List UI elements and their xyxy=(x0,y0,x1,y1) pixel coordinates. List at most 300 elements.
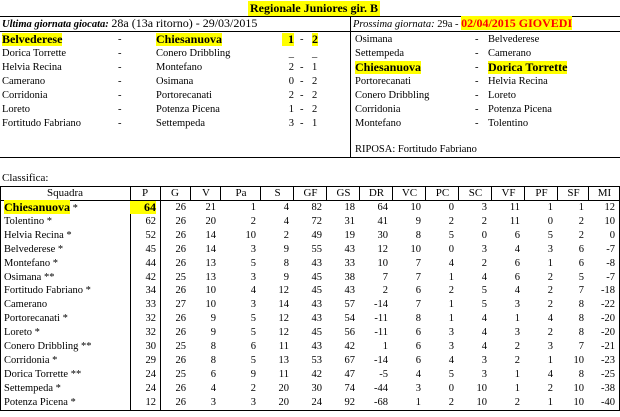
team-name: Loreto * xyxy=(4,327,40,339)
table-cell: 2 xyxy=(547,299,553,311)
table-cell: 3 xyxy=(481,354,487,366)
table-cell: 2 xyxy=(578,229,584,241)
table-cell: 3 xyxy=(415,382,421,394)
table-cell: 5 xyxy=(481,299,487,311)
table-cell: 8 xyxy=(578,327,584,339)
table-cell: 6 xyxy=(415,285,421,297)
table-cell: 42 xyxy=(311,368,322,380)
away-team: Tolentino xyxy=(488,118,529,129)
table-cell: 8 xyxy=(283,257,289,269)
table-cell: 3 xyxy=(481,202,487,213)
standings-label: Classifica: xyxy=(2,172,49,184)
team-name: Dorica Torrette ** xyxy=(4,368,82,380)
home-score: 1 xyxy=(288,104,294,115)
table-cell: 10 xyxy=(245,229,256,241)
next-round-info: 29a - xyxy=(437,19,459,30)
table-cell: 26 xyxy=(175,229,186,241)
table-cell: 38 xyxy=(344,271,355,283)
table-cell: 24 xyxy=(311,396,322,408)
table-cell: 6 xyxy=(415,341,421,352)
table-cell: 72 xyxy=(311,215,322,227)
table-cell: 1 xyxy=(448,313,454,325)
match-row xyxy=(350,103,620,116)
table-cell: 10 xyxy=(476,396,487,408)
table-cell: 45 xyxy=(311,327,322,339)
match-row xyxy=(0,75,350,88)
table-cell: 4 xyxy=(415,368,421,380)
table-cell: 2 xyxy=(382,285,388,297)
dash: - xyxy=(118,104,122,115)
table-cell: 11 xyxy=(509,215,520,227)
col-header: G xyxy=(171,187,179,199)
table-cell: 4 xyxy=(250,285,256,297)
table-cell: 7 xyxy=(578,341,584,352)
table-cell: 0 xyxy=(609,229,615,241)
col-header: MI xyxy=(588,186,620,200)
table-cell: -11 xyxy=(374,313,388,325)
table-cell: 2 xyxy=(250,215,256,227)
table-row xyxy=(0,298,620,311)
away-score: 2 xyxy=(312,32,318,46)
table-cell: 49 xyxy=(311,229,322,241)
away-score: _ xyxy=(312,48,318,59)
match-row xyxy=(0,117,350,130)
table-cell: 4 xyxy=(481,271,487,283)
table-cell: 25 xyxy=(175,341,186,352)
home-team: Helvia Recina xyxy=(2,62,62,73)
table-row xyxy=(0,243,620,256)
table-cell: 5 xyxy=(481,285,487,297)
home-score: _ xyxy=(288,48,294,59)
table-cell: 25 xyxy=(175,368,186,380)
table-cell: 8 xyxy=(578,368,584,380)
last-round-info: 28a (13a ritorno) - 29/03/2015 xyxy=(111,16,258,30)
col-header: PF xyxy=(524,186,558,200)
table-cell: -21 xyxy=(601,341,615,352)
table-cell: 5 xyxy=(250,354,256,366)
table-cell: 0 xyxy=(448,202,454,213)
team-name: Chiesanuova * xyxy=(4,200,78,214)
table-cell: 5 xyxy=(448,368,454,380)
table-cell: 4 xyxy=(481,327,487,339)
table-cell: 4 xyxy=(448,354,454,366)
table-cell: 26 xyxy=(175,382,186,394)
table-cell: 3 xyxy=(514,327,520,339)
col-header: GF xyxy=(293,186,327,200)
table-cell: 53 xyxy=(311,354,322,366)
match-row xyxy=(0,61,350,74)
table-cell: 7 xyxy=(415,299,421,311)
table-cell: 10 xyxy=(410,243,421,255)
table-cell: 82 xyxy=(311,202,322,213)
table-cell: -40 xyxy=(601,396,615,408)
col-header: Pa xyxy=(220,186,261,200)
table-cell: 6 xyxy=(415,354,421,366)
table-cell: 9 xyxy=(210,313,216,325)
match-row xyxy=(0,89,350,102)
team-name: Portorecanati * xyxy=(4,313,68,325)
table-cell: -11 xyxy=(374,327,388,339)
away-team: Potenza Picena xyxy=(488,104,552,115)
team-name: Fortitudo Fabriano * xyxy=(4,285,91,297)
table-row xyxy=(0,201,620,214)
col-header: P xyxy=(141,187,149,199)
table-cell: 5 xyxy=(250,313,256,325)
dash: - xyxy=(118,48,122,59)
table-cell: 26 xyxy=(175,396,186,408)
match-row xyxy=(350,117,620,130)
team-name: Tolentino * xyxy=(4,215,52,227)
match-row xyxy=(350,33,620,46)
table-row xyxy=(0,271,620,284)
table-row xyxy=(0,229,620,242)
table-cell: 1 xyxy=(514,382,520,394)
table-cell: 6 xyxy=(250,341,256,352)
match-row xyxy=(350,61,620,74)
home-team: Conero Dribbling xyxy=(355,90,430,101)
home-team: Belvederese xyxy=(2,32,63,46)
table-cell: 3 xyxy=(514,299,520,311)
dash: - xyxy=(475,34,479,45)
table-cell: 2 xyxy=(481,215,487,227)
dash: - xyxy=(300,34,304,45)
col-header: VF xyxy=(491,186,525,200)
divider xyxy=(0,31,620,32)
table-cell: 12 xyxy=(604,202,615,213)
table-cell: 12 xyxy=(278,327,289,339)
home-team: Fortitudo Fabriano xyxy=(2,118,82,129)
match-row xyxy=(0,33,350,46)
table-cell: 42 xyxy=(344,341,355,352)
table-cell: 33 xyxy=(145,299,156,311)
col-header: SF xyxy=(557,186,589,200)
table-cell: 55 xyxy=(311,243,322,255)
dash: - xyxy=(475,48,479,59)
table-cell: 0 xyxy=(547,215,553,227)
table-cell: 1 xyxy=(547,354,553,366)
table-cell: 1 xyxy=(514,368,520,380)
table-row xyxy=(0,312,620,325)
table-cell: 0 xyxy=(481,229,487,241)
table-cell: 4 xyxy=(283,202,289,213)
table-cell: 8 xyxy=(210,341,216,352)
table-cell: 1 xyxy=(547,202,553,213)
table-cell: 10 xyxy=(410,202,421,213)
table-cell: 5 xyxy=(578,271,584,283)
next-round-date: 02/04/2015 GIOVEDI xyxy=(461,16,573,30)
table-cell: 52 xyxy=(145,229,156,241)
match-row xyxy=(0,47,350,60)
page-title: Regionale Juniores gir. B xyxy=(250,1,379,15)
table-cell: 3 xyxy=(210,396,216,408)
table-cell: 6 xyxy=(578,257,584,269)
table-cell: 1 xyxy=(448,299,454,311)
table-cell: 2 xyxy=(481,257,487,269)
table-cell: 8 xyxy=(578,299,584,311)
table-cell: 10 xyxy=(573,382,584,394)
table-cell: 12 xyxy=(145,396,156,408)
table-cell: 24 xyxy=(145,368,156,380)
table-cell: 43 xyxy=(311,313,322,325)
table-cell: 6 xyxy=(514,257,520,269)
home-score: 0 xyxy=(288,76,294,87)
table-cell: 5 xyxy=(250,257,256,269)
table-row xyxy=(0,215,620,228)
table-cell: 4 xyxy=(514,285,520,297)
table-cell: 1 xyxy=(578,202,584,213)
table-cell: 4 xyxy=(481,341,487,352)
table-cell: 4 xyxy=(210,382,216,394)
away-score: 2 xyxy=(312,104,318,115)
table-cell: 10 xyxy=(476,382,487,394)
table-cell: 6 xyxy=(415,327,421,339)
table-cell: 3 xyxy=(481,243,487,255)
table-cell: 32 xyxy=(145,327,156,339)
table-cell: 4 xyxy=(481,313,487,325)
table-cell: 0 xyxy=(448,243,454,255)
table-cell: 2 xyxy=(547,285,553,297)
table-cell: 3 xyxy=(250,299,256,311)
away-team: Helvia Recina xyxy=(488,76,548,87)
away-score: 2 xyxy=(312,76,318,87)
away-team: Loreto xyxy=(488,90,516,101)
table-cell: 3 xyxy=(250,271,256,283)
table-cell: 10 xyxy=(205,299,216,311)
table-cell: 3 xyxy=(448,327,454,339)
table-row xyxy=(0,354,620,367)
table-cell: 26 xyxy=(175,215,186,227)
table-cell: 2 xyxy=(448,285,454,297)
table-cell: 2 xyxy=(514,341,520,352)
table-cell: 26 xyxy=(175,327,186,339)
table-cell: 4 xyxy=(547,368,553,380)
table-cell: 12 xyxy=(278,285,289,297)
table-cell: 26 xyxy=(175,243,186,255)
home-team: Corridonia xyxy=(355,104,401,115)
table-cell: 30 xyxy=(311,382,322,394)
table-cell: 11 xyxy=(278,368,289,380)
team-name: Montefano * xyxy=(4,257,58,269)
table-cell: 12 xyxy=(278,313,289,325)
table-cell: 3 xyxy=(250,396,256,408)
col-header: VC xyxy=(392,186,426,200)
table-cell: 26 xyxy=(175,354,186,366)
table-cell: 9 xyxy=(415,215,421,227)
table-cell: -18 xyxy=(601,285,615,297)
table-row xyxy=(0,326,620,339)
match-row xyxy=(350,89,620,102)
table-cell: 14 xyxy=(205,243,216,255)
table-cell: -68 xyxy=(374,396,388,408)
table-cell: 2 xyxy=(547,382,553,394)
table-cell: 9 xyxy=(283,271,289,283)
table-cell: 6 xyxy=(578,243,584,255)
next-round-header xyxy=(353,17,572,31)
table-cell: 45 xyxy=(145,243,156,255)
table-cell: 2 xyxy=(448,396,454,408)
table-cell: -14 xyxy=(374,299,388,311)
table-cell: 25 xyxy=(175,271,186,283)
table-cell: 3 xyxy=(250,243,256,255)
table-cell: 26 xyxy=(175,313,186,325)
table-cell: 4 xyxy=(547,313,553,325)
table-cell: 33 xyxy=(344,257,355,269)
table-cell: 31 xyxy=(344,215,355,227)
dash: - xyxy=(118,34,122,45)
dash: - xyxy=(300,62,304,73)
home-score: 2 xyxy=(288,62,294,73)
away-team: Montefano xyxy=(156,62,203,73)
table-cell: 64 xyxy=(377,202,388,213)
divider xyxy=(0,157,620,158)
away-team: Belvederese xyxy=(488,34,540,45)
away-team: Chiesanuova xyxy=(156,32,223,46)
table-cell: 3 xyxy=(481,368,487,380)
away-team: Camerano xyxy=(488,48,532,59)
table-cell: 1 xyxy=(250,202,256,213)
table-row xyxy=(0,396,620,409)
table-cell: -8 xyxy=(606,257,615,269)
table-cell: 5 xyxy=(250,327,256,339)
col-header: GS xyxy=(326,186,360,200)
table-cell: 92 xyxy=(344,396,355,408)
dash: - xyxy=(475,118,479,129)
table-cell: 10 xyxy=(205,285,216,297)
table-cell: -38 xyxy=(601,382,615,394)
table-cell: 20 xyxy=(278,396,289,408)
table-cell: 74 xyxy=(344,382,355,394)
team-name: Belvederese * xyxy=(4,243,64,255)
table-cell: 4 xyxy=(514,243,520,255)
table-row xyxy=(0,257,620,270)
table-cell: 13 xyxy=(278,354,289,366)
away-team: Settempeda xyxy=(156,118,205,129)
table-cell: 45 xyxy=(311,271,322,283)
away-score: 1 xyxy=(312,62,318,73)
home-score: 1 xyxy=(282,33,294,46)
dash: - xyxy=(475,90,479,101)
table-cell: -44 xyxy=(374,382,388,394)
table-cell: 7 xyxy=(578,285,584,297)
next-round-label: Prossima giornata: xyxy=(353,19,435,30)
table-cell: 8 xyxy=(210,354,216,366)
table-cell: 1 xyxy=(514,313,520,325)
divider xyxy=(0,410,620,411)
table-cell: 27 xyxy=(175,299,186,311)
team-name: Potenza Picena * xyxy=(4,396,76,408)
away-team: Osimana xyxy=(156,76,194,87)
table-cell: 2 xyxy=(578,215,584,227)
table-cell: 32 xyxy=(145,313,156,325)
table-cell: 1 xyxy=(415,396,421,408)
table-cell: 14 xyxy=(205,229,216,241)
table-cell: 2 xyxy=(514,396,520,408)
table-cell: 11 xyxy=(509,202,520,213)
home-team: Chiesanuova xyxy=(355,60,422,74)
dash: - xyxy=(300,104,304,115)
table-cell: 2 xyxy=(547,271,553,283)
last-round-label: Ultima giornata giocata: xyxy=(2,19,109,30)
table-cell: 67 xyxy=(344,354,355,366)
match-row xyxy=(0,103,350,116)
team-name: Conero Dribbling ** xyxy=(4,341,92,352)
table-cell: 3 xyxy=(448,341,454,352)
dash: - xyxy=(118,118,122,129)
table-cell: -23 xyxy=(601,354,615,366)
table-cell: 13 xyxy=(205,271,216,283)
table-cell: 12 xyxy=(377,243,388,255)
table-cell: 7 xyxy=(415,257,421,269)
table-cell: 5 xyxy=(448,229,454,241)
dash: - xyxy=(118,62,122,73)
table-cell: 34 xyxy=(145,285,156,297)
table-cell: 26 xyxy=(175,285,186,297)
table-cell: 1 xyxy=(547,396,553,408)
table-cell: 1 xyxy=(547,257,553,269)
table-cell: 6 xyxy=(210,368,216,380)
match-row xyxy=(350,75,620,88)
leader-highlight: Chiesanuova xyxy=(4,200,71,214)
table-cell: 45 xyxy=(311,285,322,297)
away-score: 2 xyxy=(312,90,318,101)
table-cell: 41 xyxy=(377,215,388,227)
dash: - xyxy=(475,62,479,73)
home-team: Corridonia xyxy=(2,90,48,101)
home-team: Dorica Torrette xyxy=(2,48,67,59)
col-header: DR xyxy=(359,186,393,200)
table-cell: 4 xyxy=(448,257,454,269)
col-header: Squadra xyxy=(46,187,84,199)
table-cell: -25 xyxy=(601,368,615,380)
table-cell: 7 xyxy=(382,271,388,283)
table-cell: -7 xyxy=(606,271,615,283)
table-cell: 43 xyxy=(311,341,322,352)
table-cell: 10 xyxy=(573,396,584,408)
col-header: V xyxy=(190,186,221,200)
table-cell: 2 xyxy=(448,215,454,227)
table-cell: 43 xyxy=(344,243,355,255)
away-team: Portorecanati xyxy=(156,90,212,101)
dash: - xyxy=(118,76,122,87)
table-cell: 64 xyxy=(130,201,156,214)
table-cell: 26 xyxy=(175,202,186,213)
home-team: Osimana xyxy=(355,34,393,45)
col-header: S xyxy=(260,186,294,200)
away-score: 1 xyxy=(312,118,318,129)
dash: - xyxy=(300,118,304,129)
table-cell: 6 xyxy=(514,271,520,283)
table-cell: 8 xyxy=(415,313,421,325)
team-name: Helvia Recina * xyxy=(4,229,72,241)
table-cell: 47 xyxy=(344,368,355,380)
table-cell: 3 xyxy=(547,341,553,352)
table-cell: 62 xyxy=(145,215,156,227)
table-cell: 43 xyxy=(311,299,322,311)
table-cell: 19 xyxy=(344,229,355,241)
table-cell: 43 xyxy=(344,285,355,297)
dash: - xyxy=(475,76,479,87)
table-cell: 13 xyxy=(205,257,216,269)
table-cell: -7 xyxy=(606,243,615,255)
table-cell: 10 xyxy=(573,354,584,366)
table-cell: -5 xyxy=(379,368,388,380)
table-cell: 44 xyxy=(145,257,156,269)
team-name: Settempeda * xyxy=(4,382,61,394)
team-name: Camerano xyxy=(4,299,48,311)
table-cell: 0 xyxy=(448,382,454,394)
away-team: Dorica Torrette xyxy=(488,60,568,74)
table-cell: -20 xyxy=(601,327,615,339)
